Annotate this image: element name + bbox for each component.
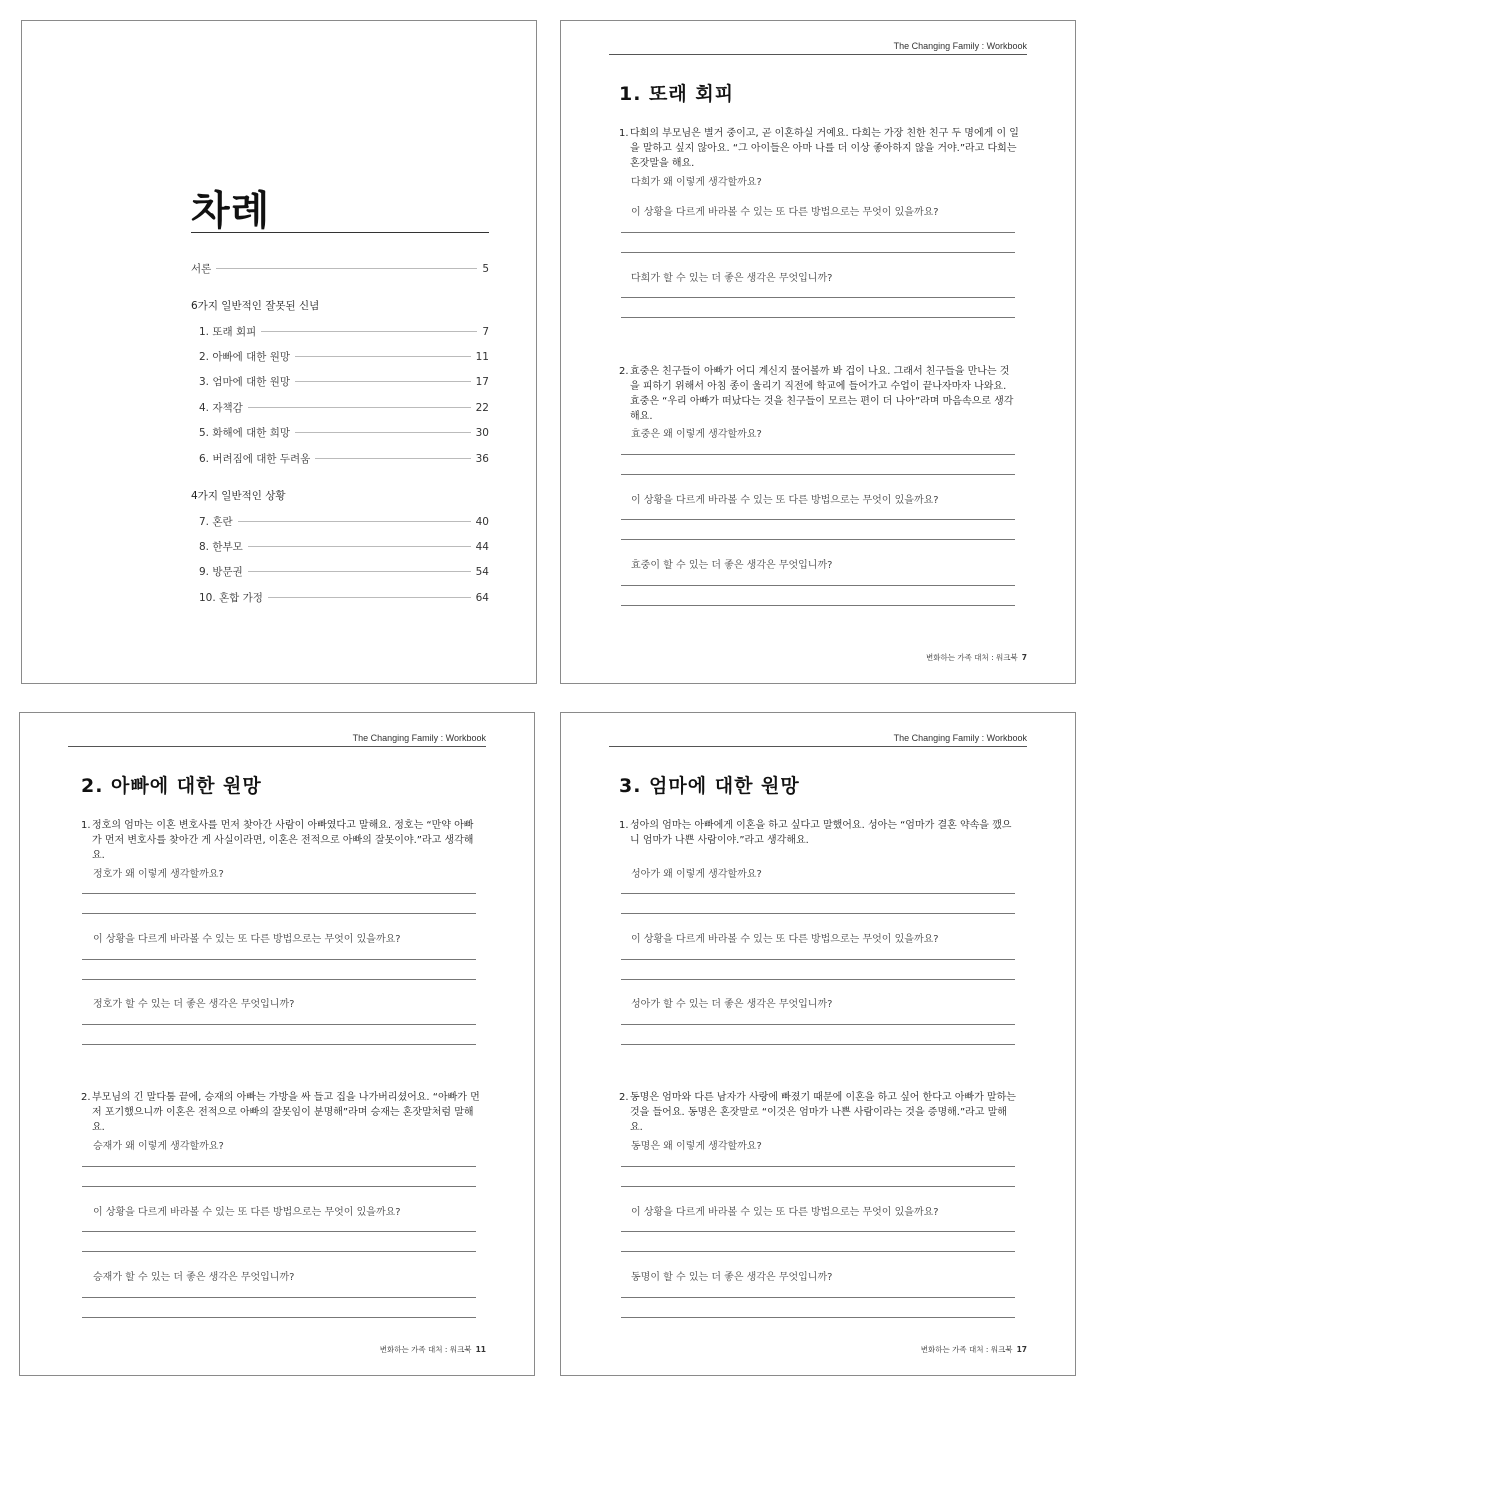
toc-entry[interactable]: [199, 539, 489, 554]
toc-entry-label: 9. 방문권: [199, 566, 243, 578]
answer-line[interactable]: [621, 585, 1015, 586]
page-number: 17: [1016, 1345, 1027, 1354]
page-title: 1. 또래 회피: [619, 83, 735, 105]
answer-line[interactable]: [82, 913, 476, 914]
question-label: 효중은 왜 이렇게 생각할까요?: [631, 429, 762, 440]
scenario-body: 동명은 엄마와 다른 남자가 사랑에 빠졌기 때문에 이혼을 하고 싶어 한다고 아빠가 말하는 것을 들어요. 동명은 혼잣말로 “이것은 엄마가 나쁜 사람이라는 것을 증명해.”라고 말해요.: [630, 1092, 1016, 1133]
toc-entry-label: 2. 아빠에 대한 원망: [199, 351, 291, 363]
answer-line[interactable]: [621, 1251, 1015, 1252]
question-label: 동명은 왜 이렇게 생각할까요?: [631, 1141, 762, 1152]
scenario-body: 효중은 친구들이 아빠가 어디 계신지 물어볼까 봐 겁이 나요. 그래서 친구들을 만나는 것을 피하기 위해서 아침 종이 울리기 직전에 학교에 들어가고 수업이 끝나자마자 나와요. 효중은 “우리 아빠가 떠났다는 것을 친구들이 모르는 편이 더 나아”라며 마음속으로 생각해요.: [630, 366, 1014, 422]
scenario-number: 1.: [81, 820, 91, 831]
page-number: 11: [475, 1345, 486, 1354]
toc-leader: [295, 432, 471, 433]
scenario-body: 부모님의 긴 말다툼 끝에, 승재의 아빠는 가방을 싸 들고 집을 나가버리셨어요. “아빠가 먼저 포기했으니까 이혼은 전적으로 아빠의 잘못임이 분명해”라며 승재는 혼잣말처럼 말해요.: [92, 1092, 480, 1133]
answer-line[interactable]: [82, 893, 476, 894]
toc-section-heading: 4가지 일반적인 상황: [191, 490, 286, 502]
toc-leader: [295, 381, 471, 382]
worksheet-page: [560, 712, 1076, 1376]
toc-entry-label: 서론: [191, 263, 212, 275]
answer-line[interactable]: [621, 539, 1015, 540]
answer-line[interactable]: [621, 893, 1015, 894]
answer-line[interactable]: [82, 1044, 476, 1045]
answer-line[interactable]: [621, 1024, 1015, 1025]
toc-entry-page: 17: [475, 375, 489, 388]
question-label: 이 상황을 다르게 바라볼 수 있는 또 다른 방법으로는 무엇이 있을까요?: [631, 207, 939, 218]
page-title: 3. 엄마에 대한 원망: [619, 775, 800, 797]
scenario-body: 정호의 엄마는 이혼 변호사를 먼저 찾아간 사람이 아빠였다고 말해요. 정호는 “만약 아빠가 먼저 변호사를 찾아간 게 사실이라면, 이혼은 전적으로 아빠의 잘못이야.”라고 생각해요.: [92, 820, 474, 861]
answer-line[interactable]: [621, 1166, 1015, 1167]
question-label: 효중이 할 수 있는 더 좋은 생각은 무엇입니까?: [631, 560, 833, 571]
toc-entry-page: 11: [475, 350, 489, 363]
question-label: 승재가 왜 이렇게 생각할까요?: [93, 1141, 224, 1152]
answer-line[interactable]: [621, 474, 1015, 475]
toc-leader: [248, 407, 471, 408]
answer-line[interactable]: [621, 232, 1015, 233]
toc-entry-label: 10. 혼합 가정: [199, 592, 263, 604]
toc-leader: [315, 458, 470, 459]
toc-section-heading: 6가지 일반적인 잘못된 신념: [191, 300, 320, 312]
toc-page: [21, 20, 537, 684]
page-footer: [921, 1344, 1027, 1355]
page-footer: [926, 652, 1027, 663]
scenario-text: [81, 1090, 481, 1135]
page-title: 2. 아빠에 대한 원망: [81, 775, 262, 797]
question-label: 승재가 할 수 있는 더 좋은 생각은 무엇입니까?: [93, 1272, 295, 1283]
question-label: 성아가 왜 이렇게 생각할까요?: [631, 869, 762, 880]
toc-entry[interactable]: [199, 564, 489, 579]
toc-entry[interactable]: [199, 400, 489, 415]
toc-entry[interactable]: [199, 425, 489, 440]
scenario-number: 1.: [619, 128, 629, 139]
question-label: 이 상황을 다르게 바라볼 수 있는 또 다른 방법으로는 무엇이 있을까요?: [631, 1207, 939, 1218]
toc-entry-intro[interactable]: [191, 261, 489, 276]
header-rule: [68, 746, 486, 747]
scenario-body: 성아의 엄마는 아빠에게 이혼을 하고 싶다고 말했어요. 성아는 “엄마가 결혼 약속을 깼으니 엄마가 나쁜 사람이야.”라고 생각해요.: [630, 820, 1012, 846]
question-label: 동명이 할 수 있는 더 좋은 생각은 무엇입니까?: [631, 1272, 833, 1283]
scenario-text: [619, 818, 1019, 848]
answer-line[interactable]: [82, 1251, 476, 1252]
answer-line[interactable]: [82, 979, 476, 980]
answer-line[interactable]: [621, 1317, 1015, 1318]
answer-line[interactable]: [82, 1317, 476, 1318]
toc-entry[interactable]: [199, 451, 489, 466]
toc-leader: [248, 571, 471, 572]
toc-leader: [248, 546, 471, 547]
scenario-body: 다희의 부모님은 별거 중이고, 곧 이혼하실 거예요. 다희는 가장 친한 친구 두 명에게 이 일을 말하고 싶지 않아요. “그 아이들은 아마 나를 더 이상 좋아하지 않을 거야.”라고 다희는 혼잣말을 해요.: [630, 128, 1019, 169]
toc-entry-page: 40: [475, 515, 489, 528]
toc-entry-label: 5. 화해에 대한 희망: [199, 427, 291, 439]
toc-entry-label: 3. 엄마에 대한 원망: [199, 376, 291, 388]
toc-entry[interactable]: [199, 349, 489, 364]
answer-line[interactable]: [621, 959, 1015, 960]
answer-line[interactable]: [82, 959, 476, 960]
answer-line[interactable]: [621, 1186, 1015, 1187]
answer-line[interactable]: [621, 1044, 1015, 1045]
answer-line[interactable]: [82, 1186, 476, 1187]
footer-label: 변화하는 가족 대처 : 워크북: [379, 1345, 472, 1354]
running-header: The Changing Family : Workbook: [893, 41, 1027, 51]
question-label: 이 상황을 다르게 바라볼 수 있는 또 다른 방법으로는 무엇이 있을까요?: [93, 934, 401, 945]
toc-entry[interactable]: [199, 590, 489, 605]
toc-leader: [238, 521, 471, 522]
page-footer: [380, 1344, 486, 1355]
toc-entry-page: 64: [475, 591, 489, 604]
running-header: The Changing Family : Workbook: [893, 733, 1027, 743]
scenario-number: 2.: [619, 1092, 629, 1103]
question-label: 다희가 할 수 있는 더 좋은 생각은 무엇입니까?: [631, 273, 833, 284]
toc-entry-label: 4. 자책감: [199, 402, 243, 414]
answer-line[interactable]: [621, 1297, 1015, 1298]
page-number: 7: [1021, 653, 1027, 662]
header-rule: [609, 54, 1027, 55]
toc-entry-page: 36: [475, 452, 489, 465]
answer-line[interactable]: [621, 317, 1015, 318]
answer-line[interactable]: [82, 1166, 476, 1167]
toc-entry-page: 5: [482, 262, 489, 275]
question-label: 이 상황을 다르게 바라볼 수 있는 또 다른 방법으로는 무엇이 있을까요?: [631, 934, 939, 945]
answer-line[interactable]: [621, 454, 1015, 455]
question-label: 이 상황을 다르게 바라볼 수 있는 또 다른 방법으로는 무엇이 있을까요?: [631, 495, 939, 506]
running-header: The Changing Family : Workbook: [352, 733, 486, 743]
answer-line[interactable]: [621, 979, 1015, 980]
scenario-text: [81, 818, 481, 863]
answer-line[interactable]: [621, 1231, 1015, 1232]
toc-leader: [295, 356, 471, 357]
scenario-number: 2.: [81, 1092, 91, 1103]
toc-leader: [216, 268, 477, 269]
question-label: 정호가 할 수 있는 더 좋은 생각은 무엇입니까?: [93, 999, 295, 1010]
answer-line[interactable]: [621, 297, 1015, 298]
question-label: 정호가 왜 이렇게 생각할까요?: [93, 869, 224, 880]
toc-leader: [268, 597, 471, 598]
toc-entry-page: 54: [475, 565, 489, 578]
answer-line[interactable]: [621, 519, 1015, 520]
question-label: 성아가 할 수 있는 더 좋은 생각은 무엇입니까?: [631, 999, 833, 1010]
toc-entry-page: 44: [475, 540, 489, 553]
scenario-number: 2.: [619, 366, 629, 377]
toc-entry-page: 7: [482, 325, 489, 338]
worksheet-page: [560, 20, 1076, 684]
toc-entry-label: 8. 한부모: [199, 541, 243, 553]
scenario-text: [619, 126, 1019, 171]
answer-line[interactable]: [82, 1297, 476, 1298]
answer-line[interactable]: [621, 913, 1015, 914]
toc-leader: [261, 331, 477, 332]
question-label: 이 상황을 다르게 바라볼 수 있는 또 다른 방법으로는 무엇이 있을까요?: [93, 1207, 401, 1218]
answer-line[interactable]: [621, 605, 1015, 606]
scenario-text: [619, 1090, 1019, 1135]
answer-line[interactable]: [82, 1024, 476, 1025]
toc-divider: [191, 232, 489, 233]
toc-entry[interactable]: [199, 324, 489, 339]
answer-line[interactable]: [82, 1231, 476, 1232]
toc-entry-label: 1. 또래 회피: [199, 326, 257, 338]
toc-title: 차례: [191, 188, 271, 234]
footer-label: 변화하는 가족 대처 : 워크북: [926, 653, 1018, 662]
answer-line[interactable]: [621, 252, 1015, 253]
worksheet-page: [19, 712, 535, 1376]
header-rule: [609, 746, 1027, 747]
toc-entry-label: 7. 혼란: [199, 516, 233, 528]
toc-entry[interactable]: [199, 374, 489, 389]
scenario-number: 1.: [619, 820, 629, 831]
scenario-text: [619, 364, 1019, 424]
question-label: 다희가 왜 이렇게 생각할까요?: [631, 177, 762, 188]
footer-label: 변화하는 가족 대처 : 워크북: [920, 1345, 1013, 1354]
toc-entry-page: 22: [475, 401, 489, 414]
toc-entry-page: 30: [475, 426, 489, 439]
toc-entry[interactable]: [199, 514, 489, 529]
toc-entry-label: 6. 버려짐에 대한 두려움: [199, 453, 311, 465]
